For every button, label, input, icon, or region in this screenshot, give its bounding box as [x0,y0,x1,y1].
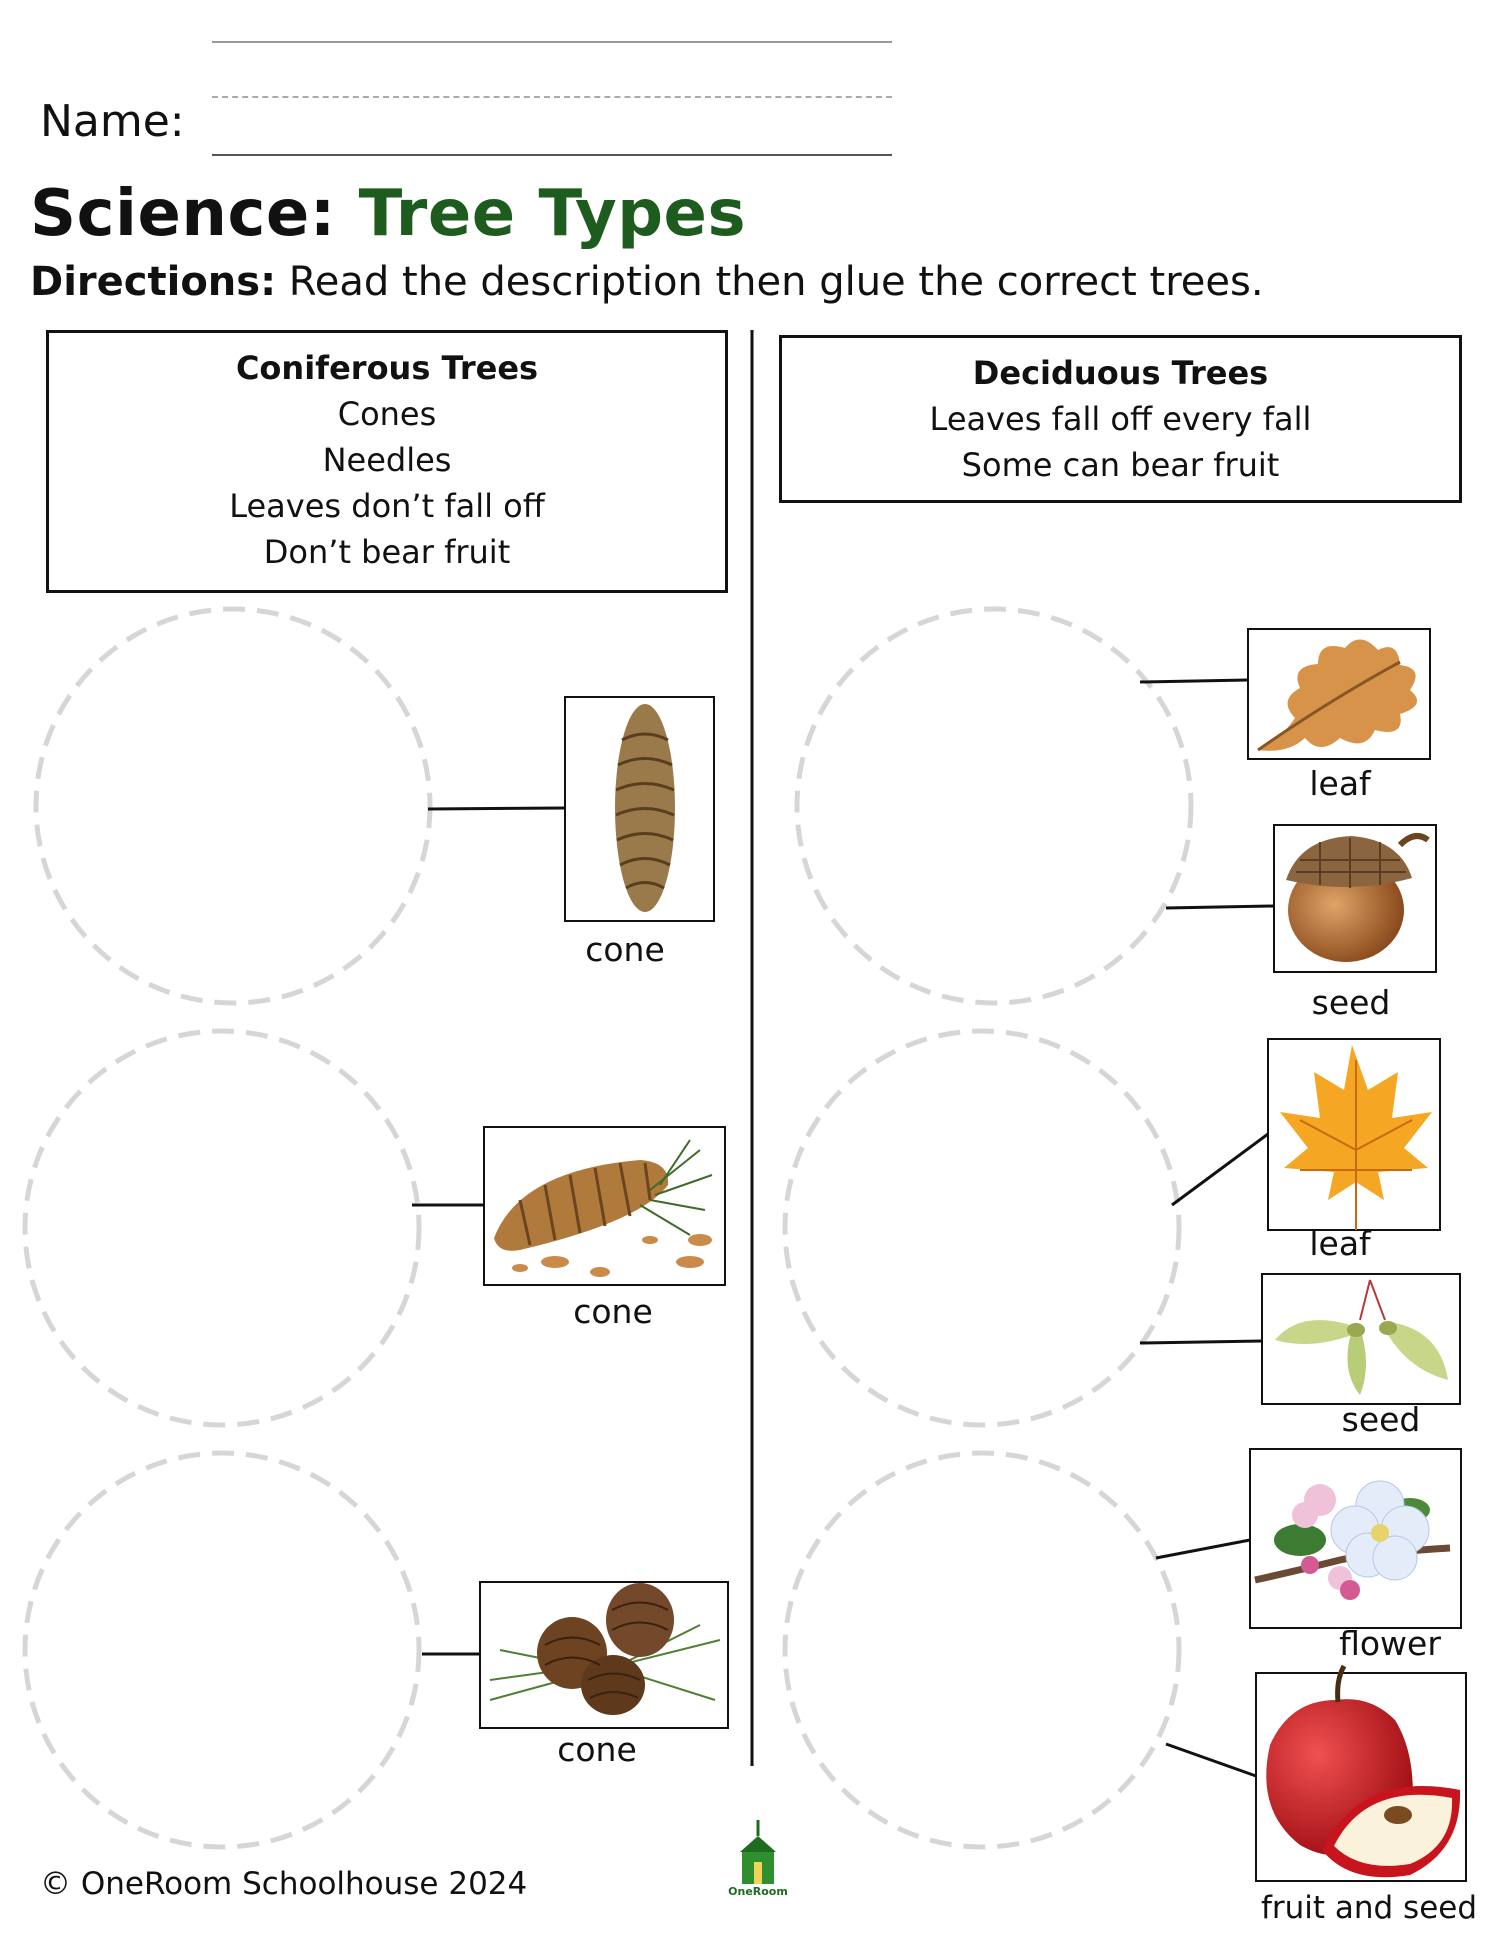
deciduous-line: Leaves fall off every fall [929,400,1312,438]
coniferous-line: Needles [322,441,452,479]
leaf-caption: leaf [1309,1224,1371,1263]
connector-line [1166,1744,1256,1776]
schoolhouse-logo-text: OneRoom [728,1885,788,1898]
coniferous-line: Cones [337,395,437,433]
spruce-cone-icon [615,704,675,912]
glue-circle[interactable] [785,1453,1179,1847]
glue-circle[interactable] [36,609,430,1003]
coniferous-line: Leaves don’t fall off [229,487,545,525]
leaf-caption: leaf [1309,764,1371,803]
copyright-footer: © OneRoom Schoolhouse 2024 [40,1866,528,1902]
cone-caption: cone [557,1730,637,1769]
fruit-and-seed-caption: fruit and seed [1260,1890,1478,1926]
flower-caption: flower [1339,1624,1441,1663]
seed-caption: seed [1311,983,1391,1022]
deciduous-line: Some can bear fruit [961,446,1280,484]
name-label: Name: [40,96,185,147]
connector-line [1156,1540,1250,1558]
directions-text: Read the description then glue the correct trees. [276,259,1264,305]
schoolhouse-logo-icon [740,1820,776,1884]
coniferous-heading: Coniferous Trees [235,349,539,387]
connector-line [1166,906,1274,908]
title-prefix: Science: [30,177,336,251]
cone-caption: cone [585,930,665,969]
coniferous-line: Don’t bear fruit [263,533,511,571]
connector-line [1172,1134,1268,1205]
deciduous-heading: Deciduous Trees [972,354,1269,392]
glue-circle[interactable] [25,1453,419,1847]
glue-circle[interactable] [25,1031,419,1425]
glue-circle[interactable] [785,1031,1179,1425]
glue-circle[interactable] [797,609,1191,1003]
cone-caption: cone [573,1292,653,1331]
title-main: Tree Types [358,177,747,251]
seed-caption: seed [1341,1400,1421,1439]
connector-line [1140,1341,1262,1343]
connector-line [428,808,565,809]
directions-label: Directions: [30,259,277,305]
connector-line [1140,680,1248,682]
